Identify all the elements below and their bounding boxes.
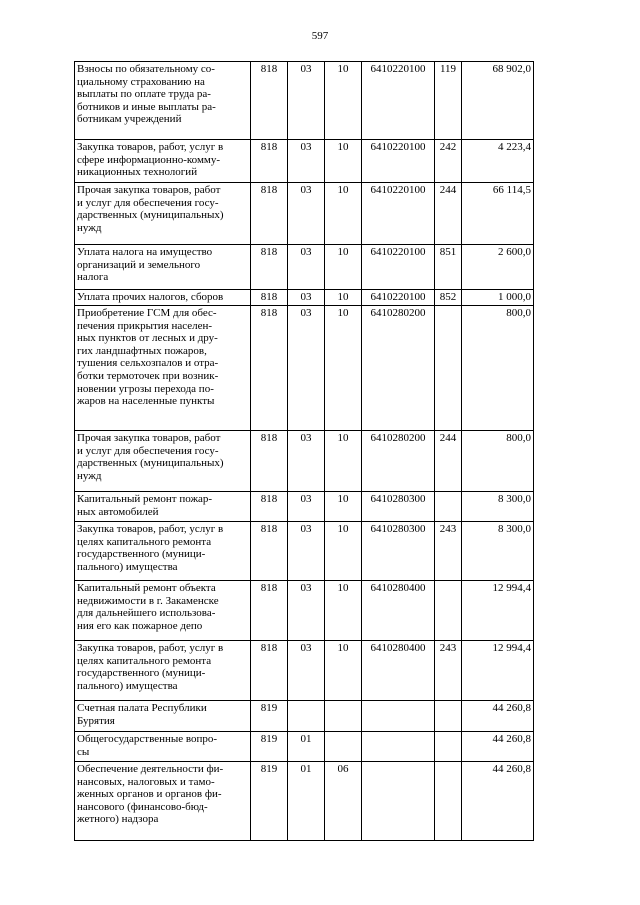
target-article-cell: 6410280300 <box>362 492 435 522</box>
ministry-code-cell: 818 <box>251 183 288 245</box>
expense-type-cell <box>435 581 462 641</box>
ministry-code-cell: 819 <box>251 732 288 762</box>
target-article-cell: 6410220100 <box>362 290 435 306</box>
section-code-cell: 03 <box>288 492 325 522</box>
subsection-code-cell: 06 <box>325 762 362 841</box>
table-row <box>75 431 534 492</box>
article-name-cell: Закупка товаров, работ, услуг в сфере информационно-комму- никационных технологий <box>75 140 251 183</box>
section-code-cell: 03 <box>288 140 325 183</box>
ministry-code-cell: 818 <box>251 306 288 431</box>
article-name-cell: Приобретение ГСМ для обес- печения прикрытия населен- ных пунктов от лесных и дру- гих ландшафтных пожаров, тушения сельхозпалов и отра- ботки термоточек при возник- новении угрозы перехода по- жаров на населенные пункты <box>75 306 251 431</box>
article-name-cell: Уплата налога на имущество организаций и земельного налога <box>75 245 251 290</box>
expense-type-cell: 244 <box>435 431 462 492</box>
target-article-cell: 6410220100 <box>362 62 435 140</box>
amount-cell: 8 300,0 <box>462 492 534 522</box>
subsection-code-cell <box>325 732 362 762</box>
ministry-code-cell: 818 <box>251 62 288 140</box>
amount-cell: 44 260,8 <box>462 762 534 841</box>
section-code-cell: 03 <box>288 290 325 306</box>
subsection-code-cell: 10 <box>325 62 362 140</box>
expense-type-cell: 243 <box>435 522 462 581</box>
section-code-cell <box>288 701 325 732</box>
subsection-code-cell <box>325 701 362 732</box>
subsection-code-cell: 10 <box>325 140 362 183</box>
budget-table <box>74 61 534 841</box>
amount-cell: 8 300,0 <box>462 522 534 581</box>
table-row <box>75 140 534 183</box>
subsection-code-cell: 10 <box>325 431 362 492</box>
article-name-cell: Счетная палата Республики Бурятия <box>75 701 251 732</box>
table-row <box>75 641 534 701</box>
ministry-code-cell: 818 <box>251 290 288 306</box>
article-name-cell: Закупка товаров, работ, услуг в целях капитального ремонта государственного (муници- пального) имущества <box>75 641 251 701</box>
section-code-cell: 03 <box>288 62 325 140</box>
article-name-cell: Закупка товаров, работ, услуг в целях капитального ремонта государственного (муници- пального) имущества <box>75 522 251 581</box>
section-code-cell: 03 <box>288 522 325 581</box>
section-code-cell: 03 <box>288 245 325 290</box>
expense-type-cell <box>435 701 462 732</box>
article-name-cell: Обеспечение деятельности фи- нансовых, налоговых и тамо- женных органов и органов фи- нансового (финансово-бюд- жетного) надзора <box>75 762 251 841</box>
expense-type-cell: 851 <box>435 245 462 290</box>
subsection-code-cell: 10 <box>325 522 362 581</box>
target-article-cell: 6410280400 <box>362 641 435 701</box>
article-name-cell: Прочая закупка товаров, работ и услуг для обеспечения госу- дарственных (муниципальных) нужд <box>75 183 251 245</box>
amount-cell: 44 260,8 <box>462 732 534 762</box>
amount-cell: 44 260,8 <box>462 701 534 732</box>
target-article-cell: 6410220100 <box>362 140 435 183</box>
ministry-code-cell: 818 <box>251 140 288 183</box>
section-code-cell: 01 <box>288 762 325 841</box>
table-row <box>75 306 534 431</box>
table-row <box>75 581 534 641</box>
subsection-code-cell: 10 <box>325 581 362 641</box>
table-row <box>75 492 534 522</box>
target-article-cell <box>362 762 435 841</box>
target-article-cell: 6410280400 <box>362 581 435 641</box>
article-name-cell: Прочая закупка товаров, работ и услуг для обеспечения госу- дарственных (муниципальных) нужд <box>75 431 251 492</box>
expense-type-cell <box>435 492 462 522</box>
expense-type-cell: 243 <box>435 641 462 701</box>
table-row <box>75 732 534 762</box>
table-row <box>75 522 534 581</box>
amount-cell: 12 994,4 <box>462 581 534 641</box>
target-article-cell: 6410220100 <box>362 245 435 290</box>
expense-type-cell: 242 <box>435 140 462 183</box>
page-number: 597 <box>311 30 329 42</box>
target-article-cell: 6410280300 <box>362 522 435 581</box>
section-code-cell: 01 <box>288 732 325 762</box>
target-article-cell: 6410220100 <box>362 183 435 245</box>
subsection-code-cell: 10 <box>325 290 362 306</box>
section-code-cell: 03 <box>288 641 325 701</box>
target-article-cell <box>362 732 435 762</box>
section-code-cell: 03 <box>288 431 325 492</box>
ministry-code-cell: 819 <box>251 701 288 732</box>
amount-cell: 68 902,0 <box>462 62 534 140</box>
subsection-code-cell: 10 <box>325 492 362 522</box>
article-name-cell: Уплата прочих налогов, сборов <box>75 290 251 306</box>
table-row <box>75 290 534 306</box>
ministry-code-cell: 818 <box>251 492 288 522</box>
section-code-cell: 03 <box>288 581 325 641</box>
expense-type-cell: 852 <box>435 290 462 306</box>
table-row <box>75 62 534 140</box>
article-name-cell: Капитальный ремонт пожар- ных автомобилей <box>75 492 251 522</box>
ministry-code-cell: 819 <box>251 762 288 841</box>
section-code-cell: 03 <box>288 306 325 431</box>
amount-cell: 4 223,4 <box>462 140 534 183</box>
subsection-code-cell: 10 <box>325 183 362 245</box>
table-row <box>75 245 534 290</box>
amount-cell: 12 994,4 <box>462 641 534 701</box>
subsection-code-cell: 10 <box>325 641 362 701</box>
amount-cell: 800,0 <box>462 431 534 492</box>
subsection-code-cell: 10 <box>325 245 362 290</box>
amount-cell: 1 000,0 <box>462 290 534 306</box>
ministry-code-cell: 818 <box>251 641 288 701</box>
amount-cell: 2 600,0 <box>462 245 534 290</box>
ministry-code-cell: 818 <box>251 245 288 290</box>
article-name-cell: Общегосударственные вопро- сы <box>75 732 251 762</box>
expense-type-cell: 244 <box>435 183 462 245</box>
budget-table-body <box>75 62 534 841</box>
table-row <box>75 762 534 841</box>
expense-type-cell <box>435 762 462 841</box>
expense-type-cell <box>435 306 462 431</box>
target-article-cell <box>362 701 435 732</box>
table-row <box>75 701 534 732</box>
ministry-code-cell: 818 <box>251 522 288 581</box>
ministry-code-cell: 818 <box>251 581 288 641</box>
amount-cell: 66 114,5 <box>462 183 534 245</box>
subsection-code-cell: 10 <box>325 306 362 431</box>
amount-cell: 800,0 <box>462 306 534 431</box>
table-row <box>75 183 534 245</box>
target-article-cell: 6410280200 <box>362 306 435 431</box>
ministry-code-cell: 818 <box>251 431 288 492</box>
article-name-cell: Капитальный ремонт объекта недвижимости в г. Закаменске для дальнейшего использова- ния его как пожарное депо <box>75 581 251 641</box>
section-code-cell: 03 <box>288 183 325 245</box>
expense-type-cell <box>435 732 462 762</box>
target-article-cell: 6410280200 <box>362 431 435 492</box>
article-name-cell: Взносы по обязательному со- циальному страхованию на выплаты по оплате труда ра- ботников и иные выплаты ра- ботникам учреждений <box>75 62 251 140</box>
expense-type-cell: 119 <box>435 62 462 140</box>
